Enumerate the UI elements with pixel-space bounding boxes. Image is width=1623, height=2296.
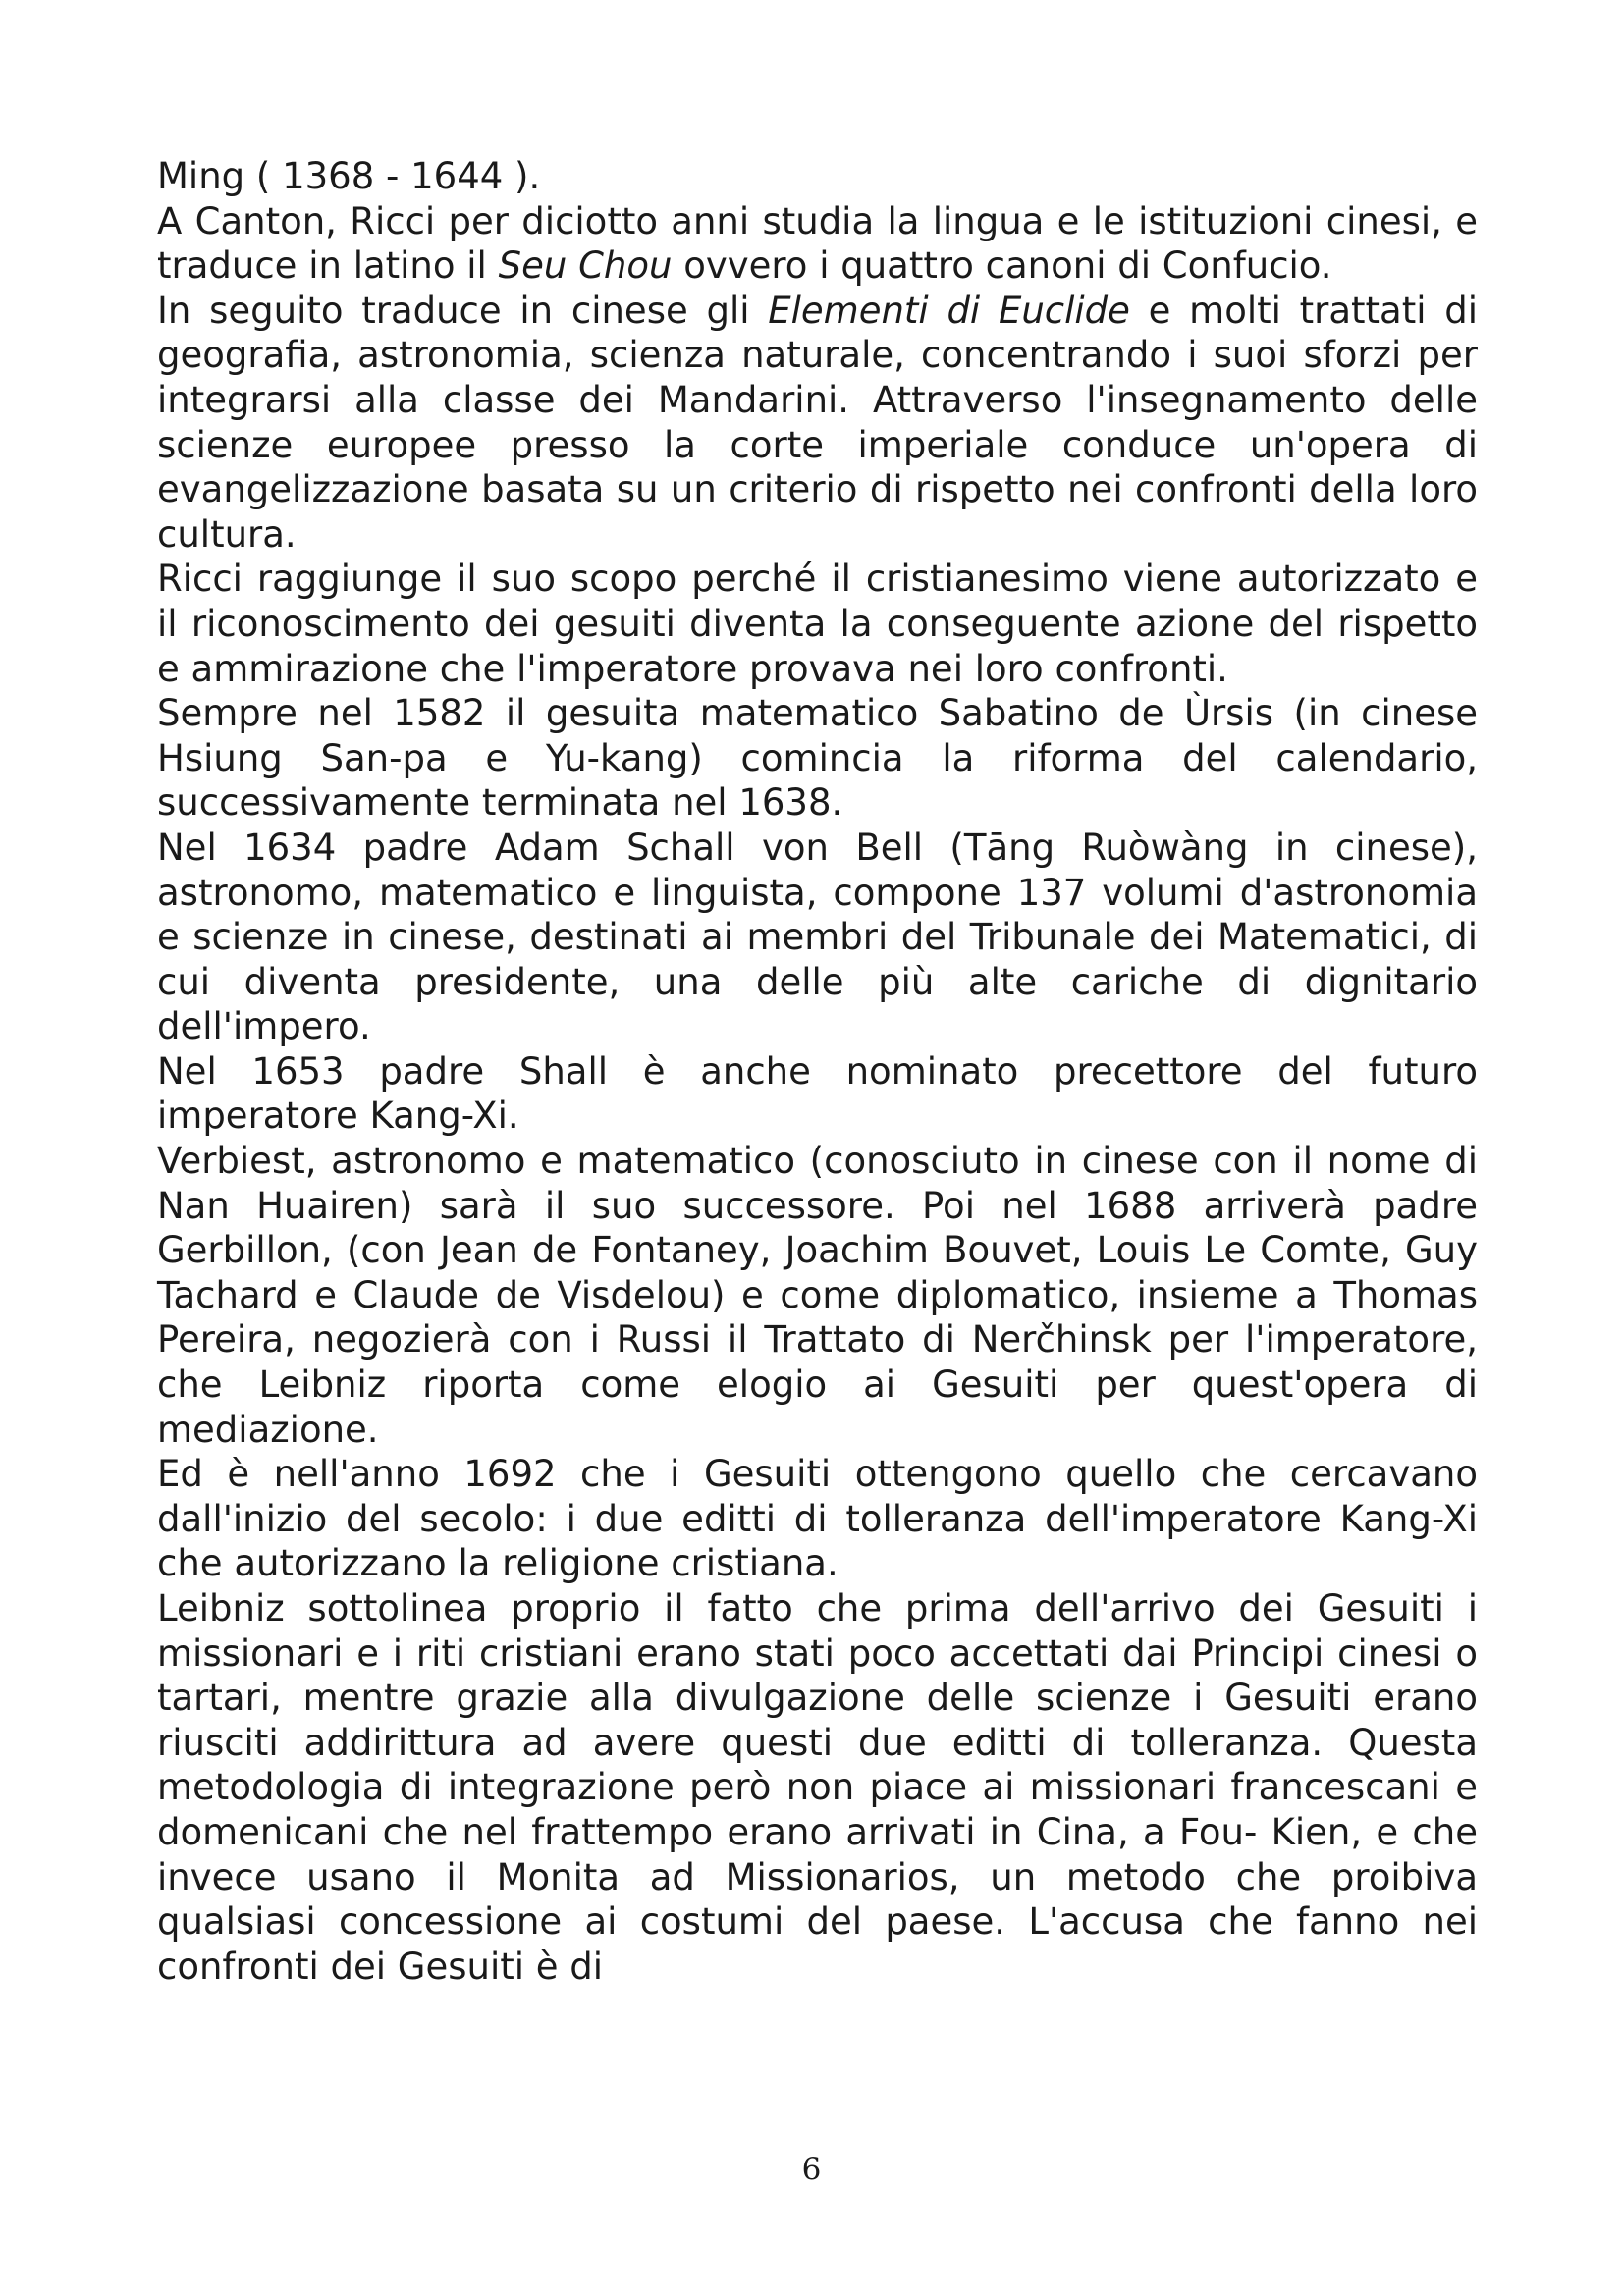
text-run: ovvero i quattro canoni di Confucio. [672,244,1332,288]
paragraph [157,1049,1478,1139]
paragraph [157,691,1478,826]
page-number: 6 [801,2152,822,2187]
text-run: Nel 1653 padre Shall è anche nominato precettore del futuro imperatore Kang-Xi. [157,1049,1478,1138]
paragraph [157,826,1478,1049]
text-run: A Canton, Ricci per diciotto anni studia la lingua e le istituzioni cinesi, e traduce in latino il [157,199,1478,288]
paragraph [157,1586,1478,1989]
paragraph [157,1139,1478,1452]
paragraph [157,289,1478,558]
italic-title: Seu Chou [498,244,673,288]
body-text [157,154,1478,1989]
italic-title: Elementi di Euclide [768,289,1130,332]
paragraph [157,1452,1478,1586]
paragraph [157,199,1478,289]
text-run: Nel 1634 padre Adam Schall von Bell (Tāng Ruòwàng in cinese), astronomo, matematico e linguista, compone 137 volumi d'astronomia e scienze in cinese, destinati ai membri del Tribunale dei Matematici, di cui diventa presidente, una delle più alte cariche di dignitario dell'impero. [157,826,1478,1048]
text-run: Leibniz sottolinea proprio il fatto che prima dell'arrivo dei Gesuiti i missionari e i riti cristiani erano stati poco accettati dai Principi cinesi o tartari, mentre grazie alla divulgazione delle scienze i Gesuiti erano riusciti addirittura ad avere questi due editti di tolleranza. Questa metodologia di integrazione però non piace ai missionari francescani e domenicani che nel frattempo erano arrivati in Cina, a Fou- Kien, e che invece usano il Monita ad Missionarios, un metodo che proibiva qualsiasi concessione ai costumi del paese. L'accusa che fanno nei confronti dei Gesuiti è di [157,1587,1478,1988]
text-run: In seguito traduce in cinese gli [157,289,769,332]
text-run: Ricci raggiunge il suo scopo perché il cristianesimo viene autorizzato e il riconoscimento dei gesuiti diventa la conseguente azione del rispetto e ammirazione che l'imperatore provava nei loro confronti. [157,558,1478,690]
text-run: e molti trattati di geografia, astronomia, scienza naturale, concentrando i suoi sforzi per integrarsi alla classe dei Mandarini. Attraverso l'insegnamento delle scienze europee presso la corte imperiale conduce un'opera di evangelizzazione basata su un criterio di rispetto nei confronti della loro cultura. [157,289,1479,556]
paragraph [157,154,1478,199]
text-run: Ed è nell'anno 1692 che i Gesuiti ottengono quello che cercavano dall'inizio del secolo: i due editti di tolleranza dell'imperatore Kang-Xi che autorizzano la religione cristiana. [157,1453,1478,1585]
text-run: Sempre nel 1582 il gesuita matematico Sabatino de Ùrsis (in cinese Hsiung San-pa e Yu-kang) comincia la riforma del calendario, successivamente terminata nel 1638. [157,692,1478,825]
text-run: Ming ( 1368 - 1644 ). [157,155,541,197]
text-run: Verbiest, astronomo e matematico (conosciuto in cinese con il nome di Nan Huairen) sarà il suo successore. Poi nel 1688 arriverà padre Gerbillon, (con Jean de Fontaney, Joachim Bouvet, Louis Le Comte, Guy Tachard e Claude de Visdelou) e come diplomatico, insieme a Thomas Pereira, negozierà con i Russi il Trattato di Nerčhinsk per l'imperatore, che Leibniz riporta come elogio ai Gesuiti per quest'opera di mediazione. [157,1140,1478,1451]
paragraph [157,557,1478,691]
